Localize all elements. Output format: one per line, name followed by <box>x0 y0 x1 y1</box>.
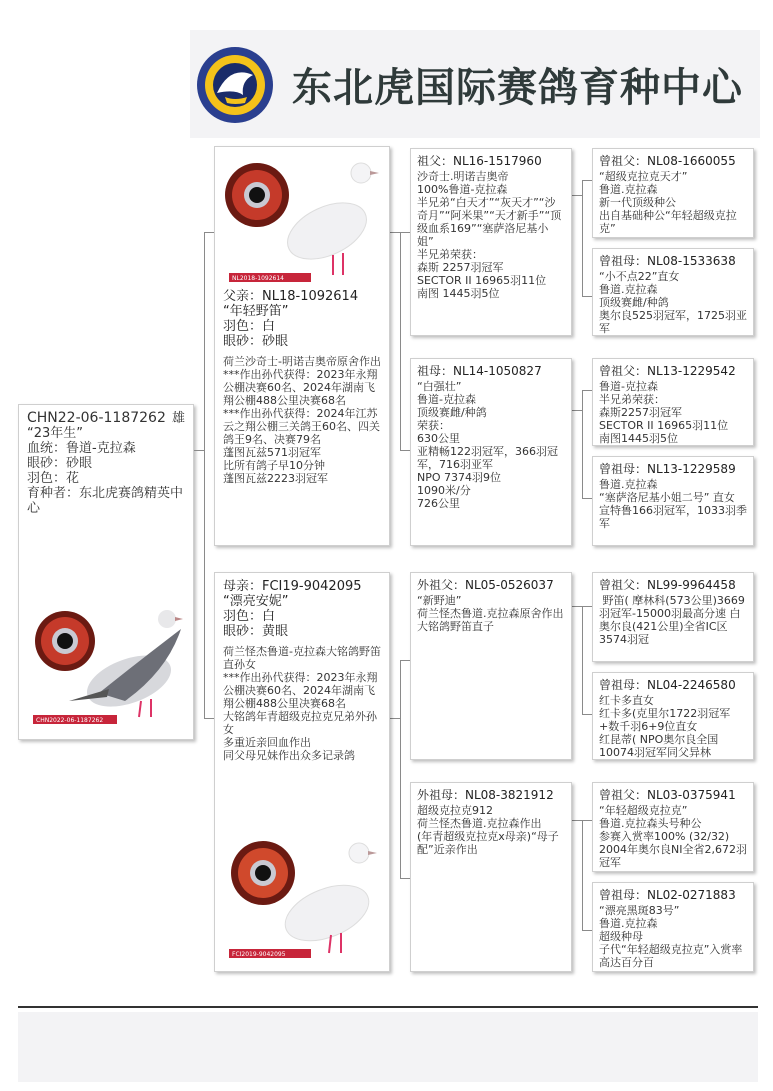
great-grandparent-text: 红卡多直女 红卡多(克里尔1722羽冠军+数千羽6+9位直女 红昆蒂( NPO奥尔良全国10074羽冠军同父异林 <box>599 694 731 759</box>
great-grandparent-card <box>592 882 754 972</box>
connector-line <box>582 820 592 821</box>
father-eye: 眼砂：砂眼 <box>223 334 289 349</box>
grandparent-card <box>410 782 572 972</box>
connector-line <box>582 390 583 498</box>
connector-line <box>572 820 582 821</box>
great-grandparent-title: 曾祖父：NL13-1229542 <box>599 364 736 378</box>
brand-title: 东北虎国际赛鸽育种中心 <box>292 65 743 111</box>
connector-line <box>572 606 582 607</box>
father-nickname: “年轻野笛” <box>223 304 289 319</box>
great-grandparent-text: “超级克拉克天才” 鲁道.克拉森 新一代顶级种公 出自基础种公“年轻超级克拉克” <box>599 170 737 235</box>
father-color: 羽色：白 <box>223 319 276 334</box>
footer-area <box>18 1012 758 1082</box>
subject-breeder: 育种者：东北虎赛鸽精英中心 <box>27 486 184 516</box>
connector-line <box>582 180 583 296</box>
great-grandparent-card <box>592 782 754 872</box>
grandparent-card <box>410 148 572 336</box>
great-grandparent-title: 曾祖母：NL04-2246580 <box>599 678 736 692</box>
connector-line <box>400 232 401 450</box>
great-grandparent-title: 曾祖母：NL13-1229589 <box>599 462 736 476</box>
tiger-logo <box>195 45 275 125</box>
mother-photo <box>223 831 383 968</box>
subject-card <box>18 404 194 740</box>
grandparent-text: “新野迪” 荷兰怪杰鲁道.克拉森原舍作出 大铭鸽野笛直子 <box>417 594 564 633</box>
connector-line <box>204 718 214 719</box>
great-grandparent-card <box>592 248 754 336</box>
mother-nickname: “漂亮安妮” <box>223 594 289 609</box>
grandparent-title: 祖父：NL16-1517960 <box>417 154 542 168</box>
connector-line <box>204 232 214 233</box>
grandparent-text: “白强壮” 鲁道-克拉森 顶级赛雌/种鸽 荣获： 630公里 亚精畅122羽冠军，366羽冠军，716羽亚军 NPO 7374羽9位 1090米/分 726公里 <box>417 380 558 510</box>
father-title: 父亲：NL18-1092614 <box>223 289 359 304</box>
subject-photo-tag: CHN2022-06-1187262 <box>36 717 104 724</box>
mother-description: 荷兰怪杰鲁道-克拉森大铭鸽野笛直孙女 ***作出孙代获得：2023年永翔公棚决赛60名、2024年湖南飞翔公棚488公里决赛68名 大铭鸽年青超级克拉克兄弟外孙女 多重近亲回血作出 同父母兄妹作出众多记录鸽 <box>223 645 381 762</box>
father-photo-tag: NL2018-1092614 <box>232 275 284 282</box>
connector-line <box>400 232 410 233</box>
connector-line <box>582 820 583 930</box>
subject-ring-number: CHN22-06-1187262 <box>27 410 166 426</box>
grandparent-title: 外祖母：NL08-3821912 <box>417 788 554 802</box>
great-grandparent-title: 曾祖父：NL99-9964458 <box>599 578 736 592</box>
subject-photo <box>29 601 189 736</box>
connector-line <box>390 232 400 233</box>
mother-photo-tag: FCI2019-9042095 <box>232 951 286 958</box>
great-grandparent-text: “漂亮黑斑83号” 鲁道.克拉森 超级种母 子代“年轻超级克拉克”入赏率高达百分百 <box>599 904 743 969</box>
connector-line <box>582 606 583 714</box>
great-grandparent-text: 鲁道-克拉森 半兄弟荣获： 森斯2257羽冠军 SECTOR II 16965羽11位 南图1445羽5位 <box>599 380 729 445</box>
great-grandparent-card <box>592 572 754 662</box>
connector-line <box>400 878 410 879</box>
great-grandparent-title: 曾祖母：NL02-0271883 <box>599 888 736 902</box>
grandparent-card <box>410 358 572 546</box>
father-card <box>214 146 390 546</box>
connector-line <box>582 714 592 715</box>
mother-eye: 眼砂：黄眼 <box>223 624 289 639</box>
great-grandparent-card <box>592 148 754 238</box>
connector-line <box>582 390 592 391</box>
subject-sex: 雄 <box>171 411 185 426</box>
connector-line <box>572 410 582 411</box>
great-grandparent-title: 曾祖母：NL08-1533638 <box>599 254 736 268</box>
subject-color: 羽色：花 <box>27 471 80 486</box>
great-grandparent-title: 曾祖父：NL03-0375941 <box>599 788 736 802</box>
connector-line <box>400 660 401 878</box>
grandparent-title: 祖母：NL14-1050827 <box>417 364 542 378</box>
great-grandparent-text: 野笛( 摩林科(573公里)3669羽冠军-15000羽最高分速 白 奥尔良(421公里)全省IC区3574羽冠 <box>599 594 745 646</box>
connector-line <box>204 232 205 718</box>
mother-title: 母亲：FCI19-9042095 <box>223 579 362 594</box>
father-photo <box>223 153 381 289</box>
connector-line <box>400 660 410 661</box>
great-grandparent-text: “小不点22”直女 鲁道.克拉森 顶级赛雌/种鸽 奥尔良525羽冠军，1725羽亚军 <box>599 270 747 335</box>
great-grandparent-card <box>592 358 754 446</box>
great-grandparent-card <box>592 456 754 546</box>
subject-nickname: “23年生” <box>27 426 84 441</box>
connector-line <box>194 450 204 451</box>
connector-line <box>582 606 592 607</box>
grandparent-title: 外祖父：NL05-0526037 <box>417 578 554 592</box>
grandparent-card <box>410 572 572 760</box>
subject-bloodline: 血统：鲁道-克拉森 <box>27 441 136 456</box>
connector-line <box>582 930 592 931</box>
mother-color: 羽色：白 <box>223 609 276 624</box>
great-grandparent-card <box>592 672 754 760</box>
connector-line <box>390 718 400 719</box>
subject-eye: 眼砂：砂眼 <box>27 456 93 471</box>
grandparent-text: 超级克拉克912 荷兰怪杰鲁道.克拉森作出 (年青超级克拉克x母亲)“母子配”近亲作出 <box>417 804 559 856</box>
connector-line <box>582 498 592 499</box>
connector-line <box>582 296 592 297</box>
mother-card <box>214 572 390 972</box>
grandparent-text: 沙奇士.明诺吉奥帝 100%鲁道-克拉森 半兄弟“白天才”“灰天才”“沙奇月”“阿米果”“天才新手”“顶级血系169”“塞萨洛尼基小姐” 半兄弟荣获： 森斯 2257羽冠军 SECTOR II 16965羽11位 南图 1445羽5位 <box>417 170 562 300</box>
connector-line <box>582 180 592 181</box>
great-grandparent-title: 曾祖父：NL08-1660055 <box>599 154 736 168</box>
great-grandparent-text: 鲁道.克拉森 “塞萨洛尼基小姐二号” 直女 宣特鲁166羽冠军，1033羽季军 <box>599 478 747 530</box>
footer-divider <box>18 1006 758 1008</box>
great-grandparent-text: “年轻超级克拉克” 鲁道.克拉森头号种公 参赛入赏率100% (32/32) 2004年奥尔良NI全省2,672羽冠军 <box>599 804 747 869</box>
connector-line <box>400 450 410 451</box>
connector-line <box>572 195 582 196</box>
father-description: 荷兰沙奇士-明诺吉奥帝原舍作出 ***作出孙代获得：2023年永翔公棚决赛60名、2024年湖南飞翔公棚488公里决赛68名 ***作出孙代获得：2024年江苏云之翔公棚三关鸽王60名、四关鸽王9名、决赛79名 蓬图瓦兹571羽冠军 比所有鸽子早10分钟 蓬图瓦兹2223羽冠军 <box>223 355 381 485</box>
